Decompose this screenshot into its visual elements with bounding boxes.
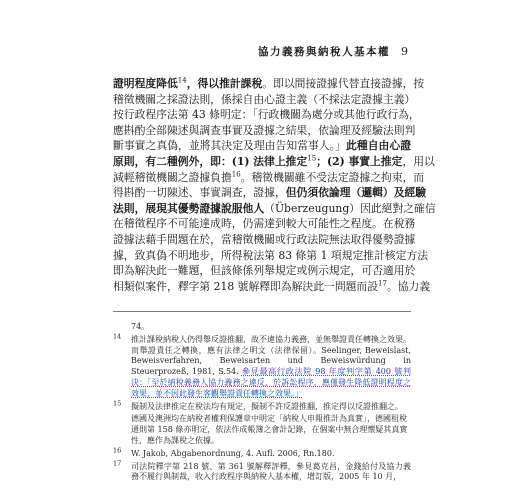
- body-line: [113, 248, 429, 264]
- body-line: [113, 76, 425, 92]
- footnote-number: [113, 458, 127, 473]
- footnote-text: 擬制及法律推定在稅法均有規定，擬制不許反證推翻，推定得以反證推翻之。: [131, 401, 403, 411]
- footnote-continuation: [113, 414, 411, 446]
- text-run: 證據法藉手間題在於，當稽徵機關或行政法院無法取得優勢證據: [113, 232, 416, 246]
- bold-phrase: ；(2) 事實上推定: [316, 154, 403, 168]
- footnote-ref: 16: [231, 169, 241, 178]
- body-text: [113, 76, 436, 294]
- bold-phrase: 此種自由心證: [346, 139, 411, 153]
- body-line: [113, 169, 425, 186]
- footnote-ref: 14: [177, 76, 187, 85]
- running-head: 協力義務與納稅人基本權: [258, 45, 390, 58]
- footnotes: [113, 322, 411, 485]
- text-run: 。協力義: [386, 279, 431, 293]
- text-run: 即為解決此一難題，但該條係列舉規定或例示規定，可否適用於: [113, 264, 416, 278]
- footnote-ref: 17: [378, 279, 387, 288]
- body-line: [113, 92, 416, 108]
- body-line: [113, 123, 416, 139]
- body-line: [113, 107, 420, 123]
- body-line: [113, 185, 427, 201]
- bold-phrase: 但仍須依論理（邏輯）及經驗: [285, 186, 427, 200]
- footnote-number-label: 16: [113, 446, 122, 455]
- footnote-17: [113, 458, 411, 484]
- text-run: 在稽徵程序不可能達成時，仍需達到較大可能性之程度。在稅務: [113, 217, 416, 231]
- footnote-number: [113, 332, 127, 346]
- text-run: ，用以: [402, 154, 435, 168]
- text-run: 稽徵機關之採證法則，係採自由心證主義（不採法定證據主義）: [113, 92, 416, 106]
- footnote-14: [113, 332, 412, 400]
- footnote-continuation: [113, 322, 411, 333]
- body-line: [113, 154, 435, 170]
- body-line: [113, 263, 416, 279]
- footnote-number-label: 15: [113, 398, 122, 407]
- footnote-text: 推計課稅納稅人仍得舉反證推翻，故不違協力義務，並無舉證責任轉換之效果。而舉證責任之轉換，應有法律之明文（法律保留）。Seelinger, Beweislast, Beweisverfahren, Beweisarten und Beweiswürdung in Steuerprozeß, 1981, S.54.: [131, 334, 411, 377]
- body-line: [113, 279, 431, 295]
- footnote-ref: 15: [307, 154, 317, 163]
- footnote-16: [113, 446, 411, 460]
- body-line: [113, 216, 416, 232]
- body-line: [113, 201, 436, 217]
- footnote-text: W. Jakob, Abgabenordnung, 4. Aufl. 2006, Rn.180.: [131, 448, 335, 458]
- footnote-divider: [113, 311, 411, 312]
- text-run: 應斟酌全部陳述與調查事實及證據之結果，依論理及經驗法則判: [113, 123, 416, 137]
- bold-phrase: 原則，有二種例外，即：(1) 法律上推定: [113, 154, 308, 168]
- text-run: （Überzeugung）因此絕對之確信: [264, 201, 436, 215]
- footnote-number-label: 14: [113, 332, 122, 341]
- bold-phrase: 證明程度降低: [113, 77, 178, 90]
- text-run: 據，致真偽不明地步，所得稅法第 83 條第 1 項規定推計核定方法: [113, 248, 429, 262]
- text-run: 。即以間接證據代替直接證據，按: [262, 77, 425, 90]
- page-header: [258, 43, 408, 59]
- text-run: 。稽徵機關雖不受法定證據之拘束，而: [240, 170, 425, 184]
- text-run: 按行政程序法第 43 條明定：「行政機關為處分或其他行政行為，: [113, 108, 420, 122]
- footnote-number-label: 17: [113, 458, 122, 467]
- body-line: [113, 138, 411, 154]
- footnote-number: [113, 398, 127, 413]
- bold-phrase: 法則，展現其優勢證據說服他人: [113, 201, 265, 215]
- footnote-text: 德國及澳洲均在納稅者權利保護章中明定「納稅人申報推計為真實」，德國租稅通則第 158 條亦明定，依法作成帳簿之會計記錄，在個案中無合理懷疑其真實性，應作為課稅之依據。: [131, 414, 408, 445]
- body-line: [113, 232, 416, 248]
- footnote-text: 司法院釋字第 218 號、第 361 號解釋評釋，參見葛克昌，金錢給付及協力義務不履行與制裁，收入行政程序與納稅人基本權，增訂版，2005 年 10 月，: [131, 461, 411, 482]
- bold-phrase: ，得以推計課稅: [186, 77, 263, 90]
- highlighted-annotation[interactable]: 參見最高行政法院 98 年度判字第 400 號判決：「至於納稅義務人協力義務之違反，於訴訟程序，應僅發生降低證明程度之效果，並不因此發生客觀舉證責任轉換之效果。」: [131, 367, 412, 398]
- text-run: 相類似案件，釋字第 218 號解釋即為解決此一問題而設: [113, 279, 379, 293]
- page-number: 9: [401, 44, 408, 58]
- text-run: 減輕稽徵機關之證據負擔: [113, 170, 232, 184]
- text-run: 斷事實之真偽，並將其決定及理由告知當事人。」: [113, 139, 347, 153]
- footnote-text: 74。: [131, 322, 150, 331]
- text-run: 得斟酌一切陳述、事實調查，證據，: [113, 186, 286, 200]
- footnote-15: [113, 398, 411, 413]
